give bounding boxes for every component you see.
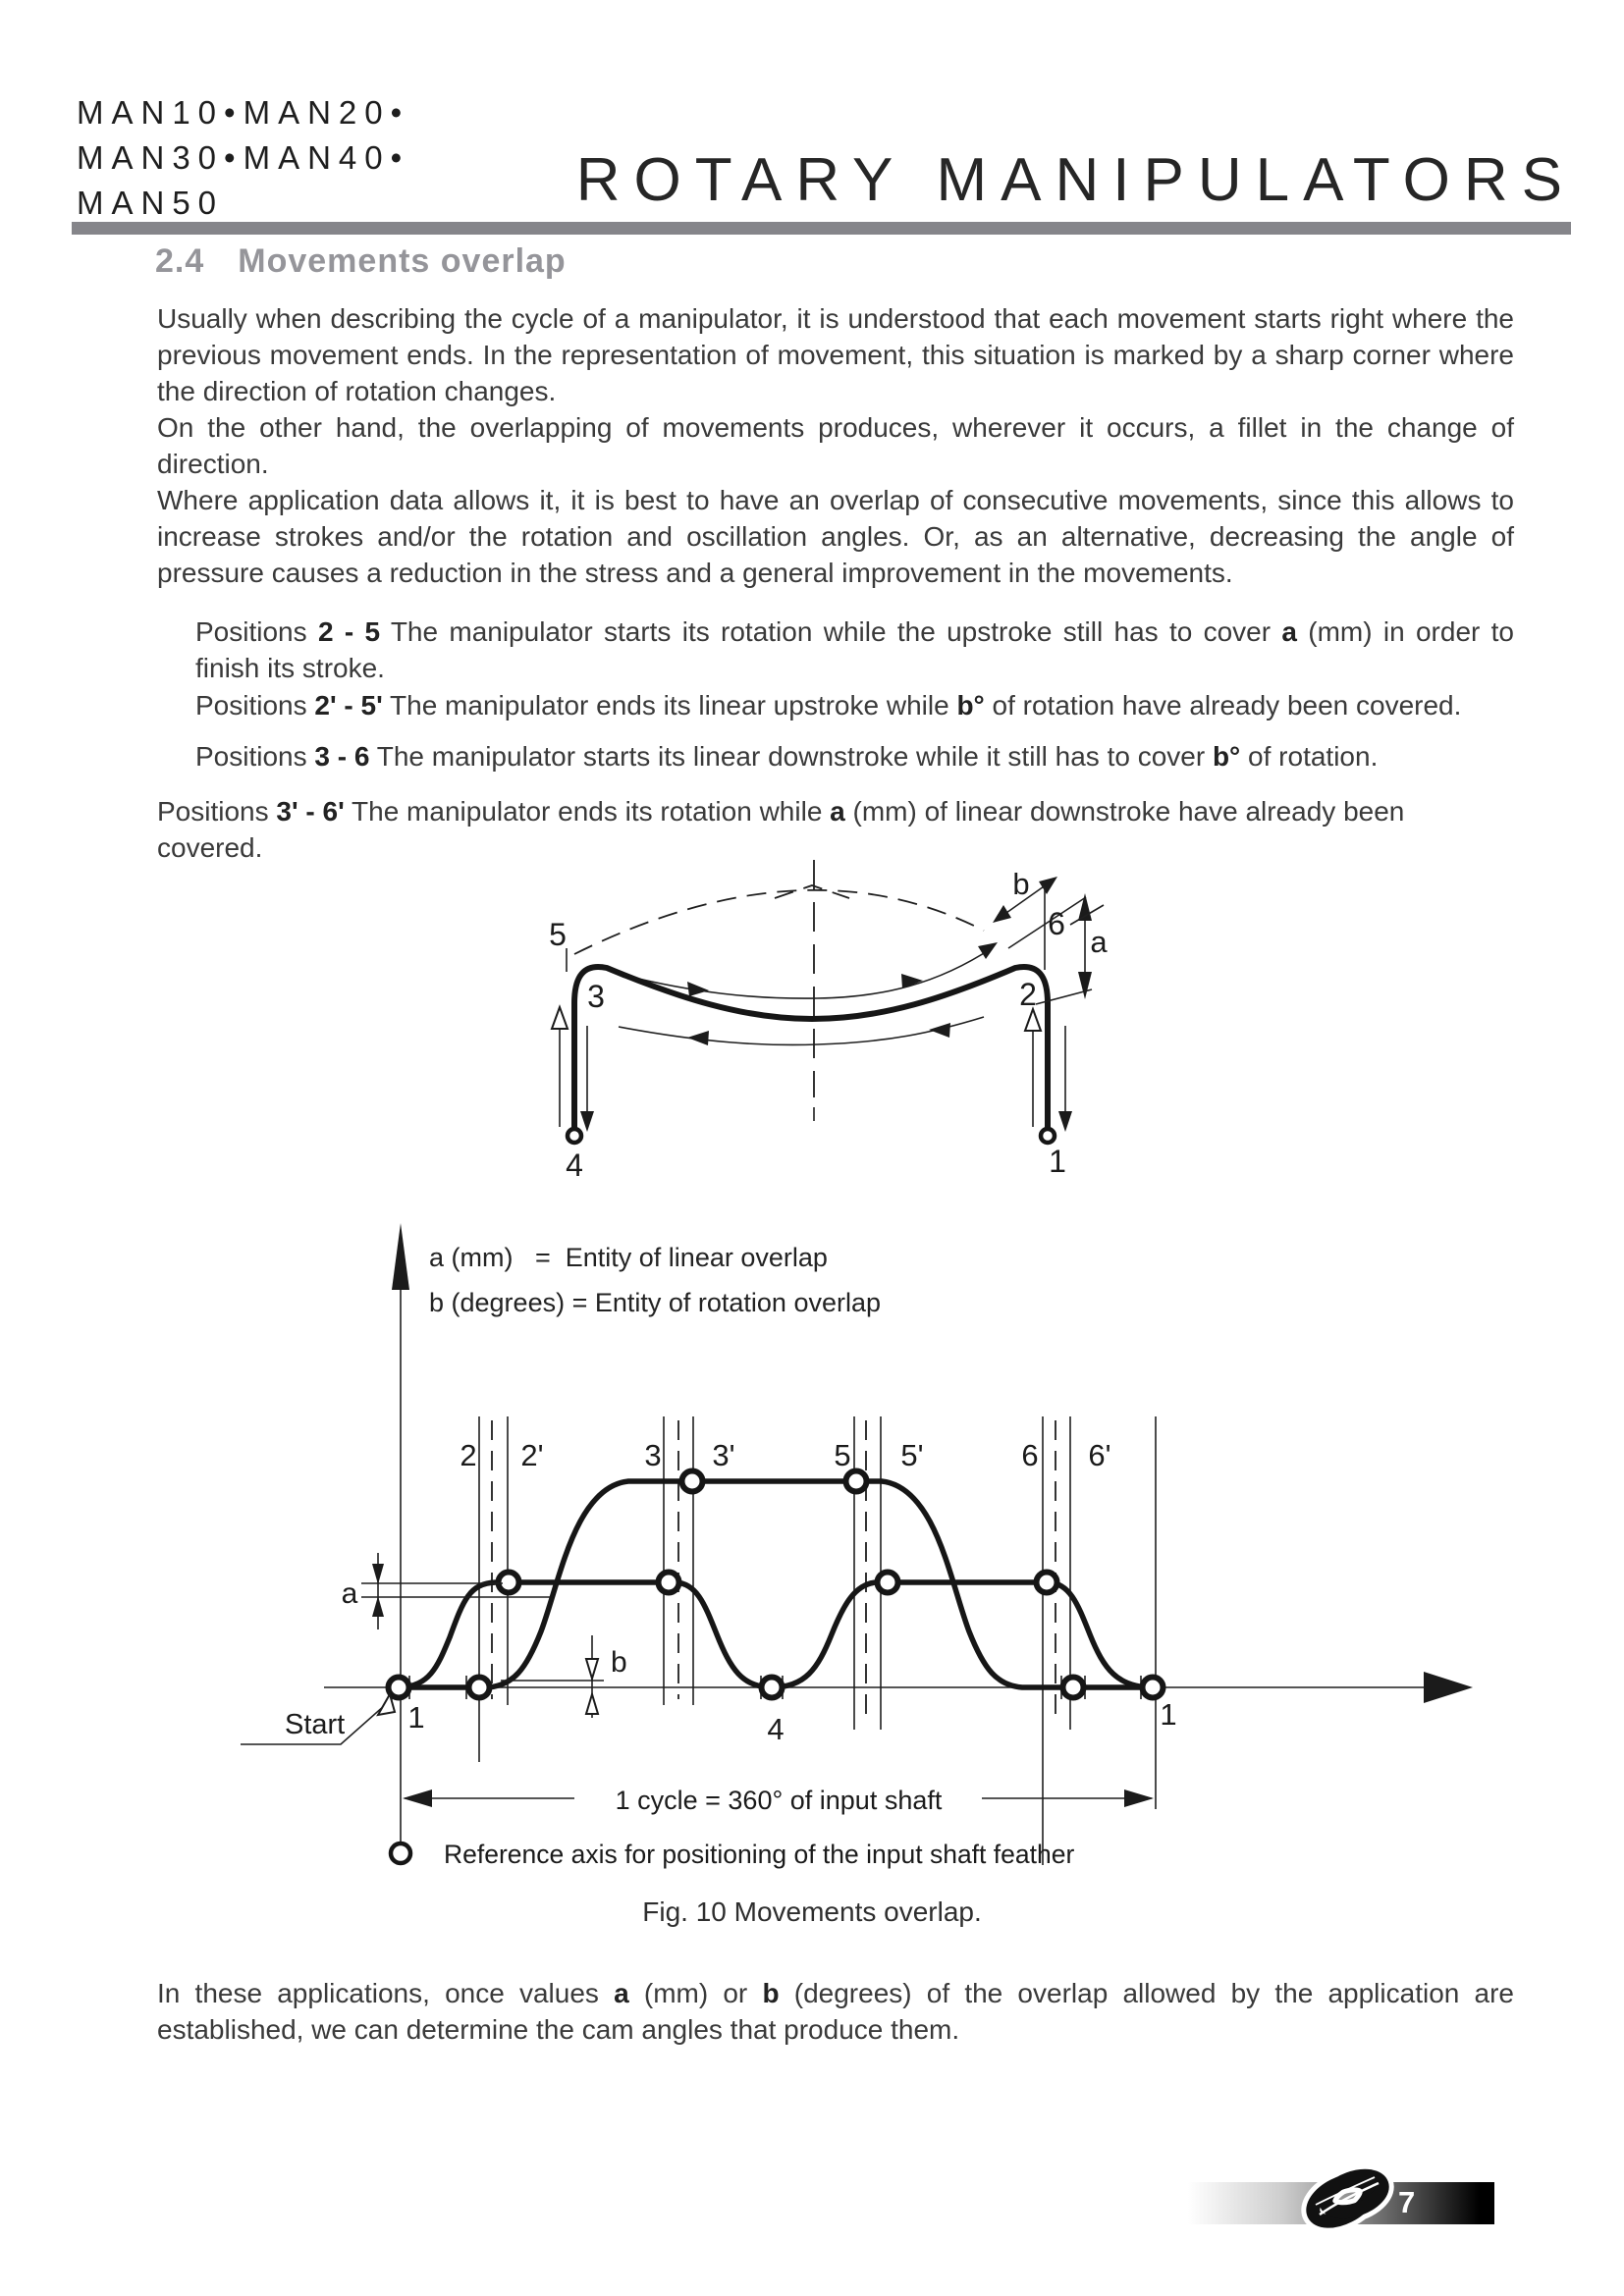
paragraph: Usually when describing the cycle of a manipulator, it is understood that each movement starts right where the previous movement ends. In the representation of movement, this situation is marked by a sharp corner where the direction of rotation changes. (157, 303, 1514, 406)
manipulator-path-diagram (511, 844, 1159, 1207)
chart-label-6: 6 (1021, 1438, 1039, 1472)
position-4-marker (568, 1129, 581, 1143)
diagram-label-3: 3 (587, 979, 605, 1014)
positions-text: of rotation have already been covered. (984, 690, 1462, 721)
manipulator-stroke-path (574, 967, 1048, 1131)
closing-text: (degrees) of the overlap allowed by the application are established, we can determine the cam angles that produce them. (157, 1978, 1514, 2045)
arrow-up-icon (372, 1596, 384, 1617)
chart-label-4: 4 (767, 1712, 785, 1746)
paragraph: Where application data allows it, it is best to have an overlap of consecutive movements, since this allows to increase strokes and/or the rotation and oscillation angles. Or, as an alternative, decreasing the angle of pressure causes a reduction in the stress and a general improvement in the movements. (157, 485, 1514, 588)
chart-label-6p: 6' (1088, 1438, 1111, 1472)
arrow-down-icon (372, 1564, 384, 1584)
positions-text: The manipulator starts its rotation while the upstroke still has to cover (380, 616, 1282, 647)
chart-label-1-right: 1 (1160, 1697, 1177, 1732)
arrow-left-icon (687, 1031, 709, 1045)
movements-overlap-chart (236, 1217, 1512, 1885)
page-number: 7 (1398, 2185, 1416, 2219)
figure-caption: Fig. 10 Movements overlap. (642, 1896, 982, 1927)
chart-label-5p: 5' (900, 1438, 924, 1472)
marker-2 (469, 1678, 490, 1698)
positions-paragraph-3 (195, 738, 1514, 774)
positions-word: Positions (157, 796, 269, 827)
arrow-icon (1039, 877, 1057, 894)
marker-4 (762, 1678, 783, 1698)
diagram-label-b: b (1012, 867, 1030, 901)
marker-end-1 (1143, 1678, 1164, 1698)
marker-5p (878, 1573, 898, 1593)
arrow-down-icon (586, 1659, 598, 1679)
reference-axis-symbol (391, 1843, 410, 1863)
positions-symbol: a (1281, 616, 1297, 647)
chart-label-3: 3 (644, 1438, 662, 1472)
paragraph: On the other hand, the overlapping of movements produces, wherever it occurs, a fillet in the change of direction. (157, 412, 1514, 479)
marker-start-1 (389, 1678, 409, 1698)
chart-dim-b: b (611, 1646, 627, 1679)
position-1-marker (1041, 1129, 1055, 1143)
closing-text: In these applications, once values (157, 1978, 615, 2008)
arrow-left-icon (929, 1023, 950, 1038)
model-line-3: MAN50 (77, 185, 225, 221)
positions-text: of rotation. (1240, 741, 1379, 772)
cycle-dimension-label: 1 cycle = 360° of input shaft (615, 1786, 943, 1815)
arrow-up-icon (552, 1007, 568, 1029)
legend-rotation-overlap: b (degrees) = Entity of rotation overlap (429, 1288, 882, 1317)
start-label: Start (285, 1709, 346, 1740)
positions-paragraph-1 (195, 614, 1514, 686)
diagram-label-a: a (1090, 925, 1108, 959)
company-logo-icon (1292, 2154, 1402, 2244)
positions-text: (mm) in order to finish its stroke. (195, 616, 1514, 683)
closing-symbol-b: b (762, 1978, 780, 2008)
positions-symbol: a (830, 796, 845, 827)
arrow-right-icon (1124, 1789, 1154, 1807)
positions-text: The manipulator starts its linear downstroke while it still has to cover (369, 741, 1213, 772)
linear-stroke-curve (401, 1582, 1153, 1687)
arrow-down-icon (1058, 1111, 1072, 1132)
positions-text: The manipulator ends its rotation while (344, 796, 831, 827)
y-axis-arrow-icon (392, 1223, 409, 1290)
positions-text: (mm) of linear downstroke have already been covered. (157, 796, 1405, 863)
arrow-down-icon (1078, 972, 1092, 999)
section-number: 2.4 (155, 242, 205, 280)
chart-dim-a: a (341, 1577, 358, 1610)
chart-label-5: 5 (834, 1438, 851, 1472)
closing-paragraph (157, 1975, 1514, 2048)
chart-label-3p: 3' (712, 1438, 735, 1472)
section-heading (155, 242, 567, 281)
diagram-label-5: 5 (549, 917, 567, 952)
x-axis-arrow-icon (1424, 1672, 1473, 1703)
closing-text: (mm) or (628, 1978, 763, 2008)
arrow-left-icon (403, 1789, 432, 1807)
rotation-arc-dashed (574, 890, 984, 954)
chart-label-2p: 2' (520, 1438, 544, 1472)
model-line-2: MAN30•MAN40• (77, 139, 410, 176)
arrow-up-icon (586, 1694, 598, 1714)
positions-range: 2 - 5 (317, 616, 381, 647)
arrow-up-right-icon (978, 942, 998, 959)
diagram-label-2: 2 (1019, 977, 1037, 1012)
marker-2p (499, 1573, 519, 1593)
marker-3p (682, 1471, 703, 1492)
section-title: Movements overlap (238, 242, 567, 280)
positions-range: 3 - 6 (314, 741, 370, 772)
arrow-icon (993, 905, 1011, 923)
closing-symbol-a: a (614, 1978, 629, 2008)
page-title: ROTARY MANIPULATORS (575, 146, 1576, 214)
positions-symbol: b° (956, 690, 985, 721)
header-divider-bar (72, 222, 1571, 235)
arrow-right-icon (687, 982, 709, 996)
reference-axis-note: Reference axis for positioning of the input shaft feather (444, 1840, 1075, 1869)
chart-label-2: 2 (460, 1438, 477, 1472)
marker-6p (1063, 1678, 1084, 1698)
arrow-up-icon (1025, 1009, 1041, 1031)
positions-text: The manipulator ends its linear upstroke while (382, 690, 957, 721)
diagram-label-4: 4 (566, 1148, 583, 1183)
marker-3 (659, 1573, 679, 1593)
marker-5 (846, 1471, 867, 1492)
legend-linear-overlap: a (mm) = Entity of linear overlap (429, 1243, 828, 1272)
arrow-down-icon (580, 1111, 594, 1132)
arrow-right-icon (901, 974, 923, 988)
positions-range: 3' - 6' (276, 796, 345, 827)
diagram-label-1: 1 (1049, 1144, 1066, 1179)
positions-word: Positions (195, 690, 307, 721)
positions-symbol: b° (1212, 741, 1241, 772)
chart-label-1-left: 1 (407, 1700, 425, 1735)
model-line-1: MAN10•MAN20• (77, 94, 410, 131)
positions-range: 2' - 5' (314, 690, 383, 721)
model-list (77, 90, 409, 226)
diagram-label-6: 6 (1048, 906, 1065, 941)
positions-paragraph-2 (195, 687, 1514, 723)
intro-paragraphs (157, 300, 1514, 591)
positions-word: Positions (195, 616, 307, 647)
marker-6 (1037, 1573, 1057, 1593)
positions-word: Positions (195, 741, 307, 772)
